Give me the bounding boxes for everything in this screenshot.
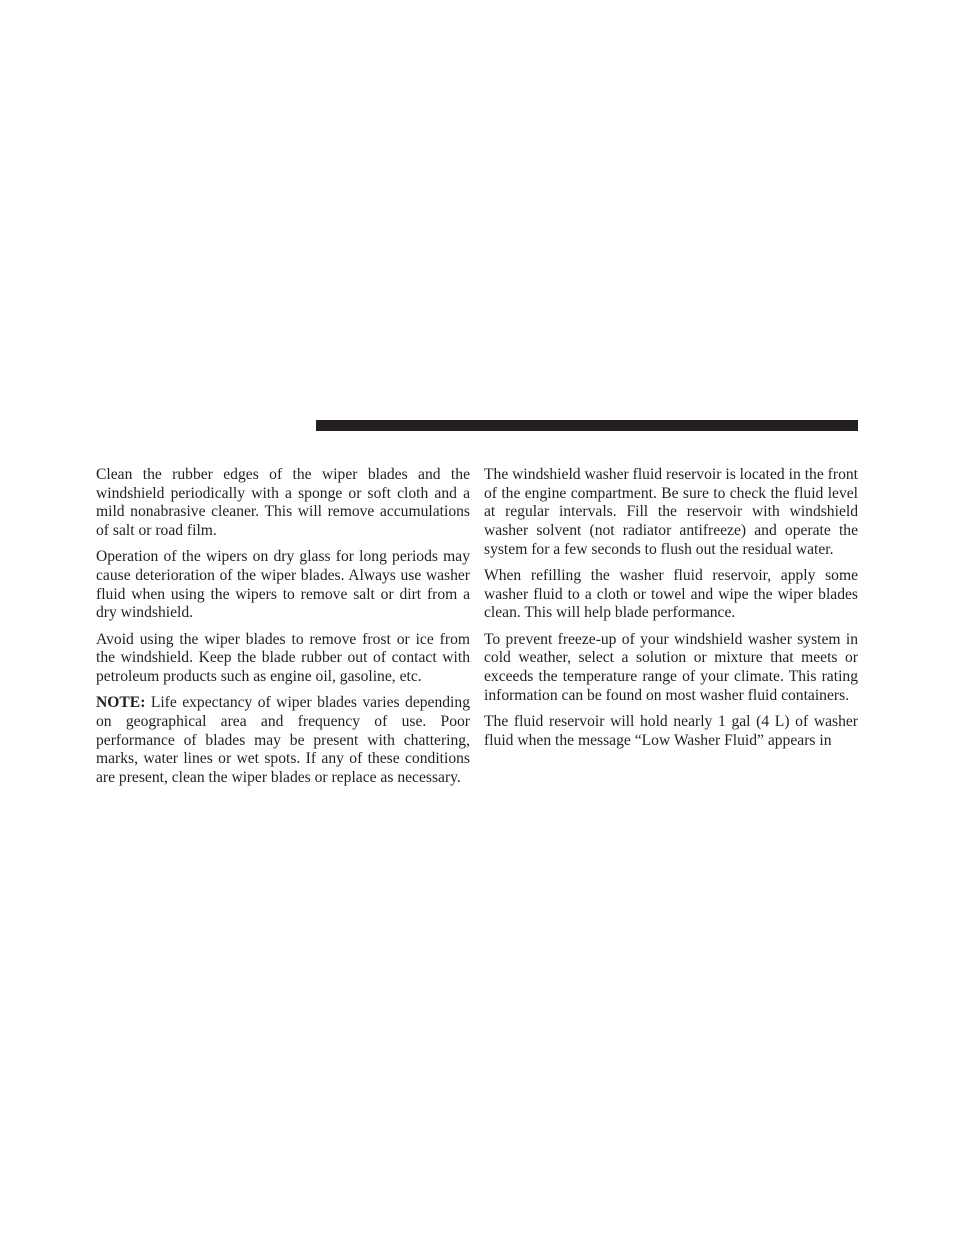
note-text: Life expectancy of wiper blades varies depending on geographical area and frequency of use. Poor performance of blades may be present with chattering, marks, water lines or wet spots. If any of these conditions are present, clean the wiper blades or replace as necessary.: [96, 694, 470, 787]
note-paragraph: [96, 694, 470, 788]
paragraph-freeze-up: To prevent freeze-up of your windshield washer system in cold weather, select a solution or mixture that meets or exceeds the temperature range of your climate. This rating information can be found on most washer fluid containers.: [484, 630, 858, 704]
section-header-rule: [316, 420, 858, 431]
note-label: NOTE:: [96, 694, 146, 712]
left-text-column: [96, 466, 470, 795]
paragraph-frost-ice: Avoid using the wiper blades to remove frost or ice from the windshield. Keep the blade rubber out of contact with petroleum products such as engine oil, gasoline, etc.: [96, 630, 470, 686]
paragraph-refilling: When refilling the washer fluid reservoir, apply some washer fluid to a cloth or towel and wipe the wiper blades clean. This will help blade performance.: [484, 567, 858, 622]
paragraph-reservoir-location: The windshield washer fluid reservoir is located in the front of the engine compartment. Be sure to check the fluid level at regular intervals. Fill the reservoir with windshield washer solvent (not radiator antifreeze) and operate the system for a few seconds to flush out the residual water.: [484, 466, 858, 558]
paragraph-dry-glass: Operation of the wipers on dry glass for long periods may cause deterioration of the wiper blades. Always use washer fluid when using the wipers to remove salt or dirt from a dry windshield.: [96, 548, 470, 622]
paragraph-reservoir-capacity: The fluid reservoir will hold nearly 1 gal (4 L) of washer fluid when the message “Low Washer Fluid” appears in: [484, 712, 858, 749]
paragraph-wiper-cleaning: Clean the rubber edges of the wiper blades and the windshield periodically with a sponge or soft cloth and a mild nonabrasive cleaner. This will remove accumulations of salt or road film.: [96, 466, 470, 540]
right-text-column: [484, 466, 858, 758]
